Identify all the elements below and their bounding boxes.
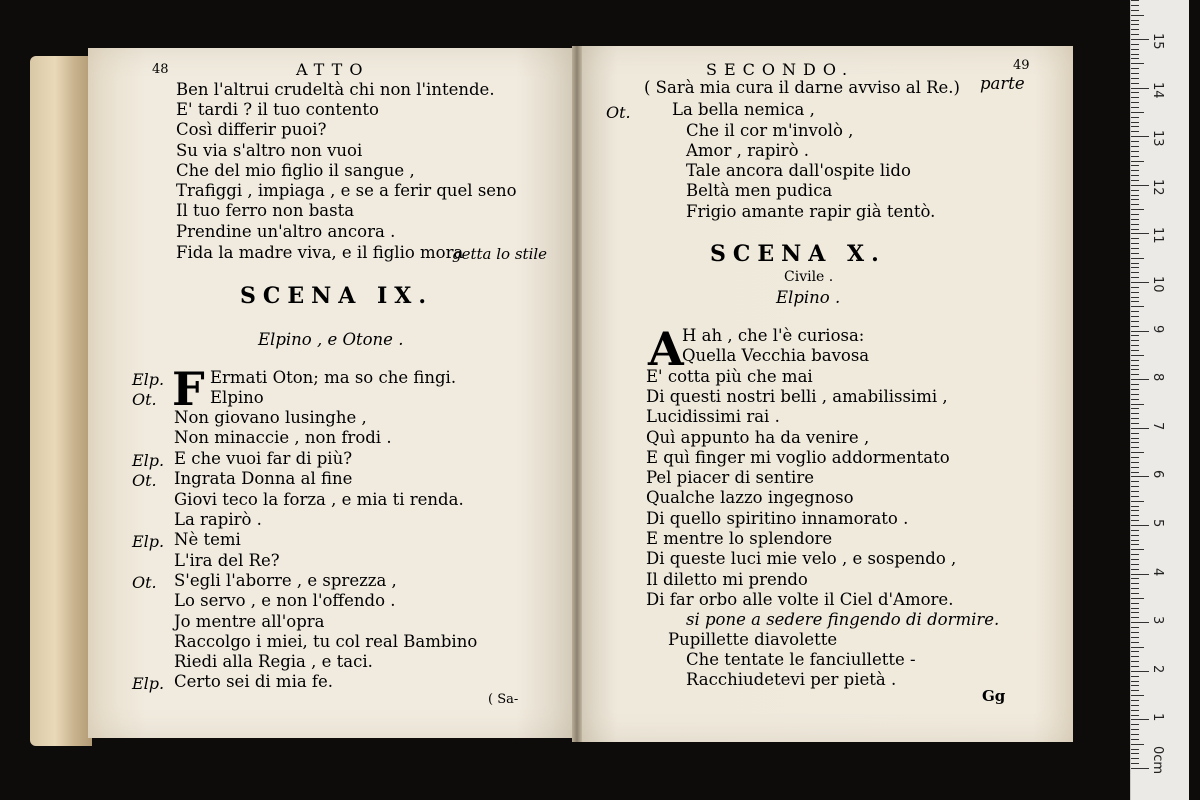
ruler-tick	[1131, 574, 1149, 575]
signature-mark: Gg	[982, 687, 1006, 705]
ruler-tick	[1131, 107, 1139, 108]
verse-line: Che il cor m'involò ,	[686, 121, 854, 140]
ruler-tick	[1131, 44, 1139, 45]
ruler-tick	[1131, 5, 1139, 6]
ruler-tick	[1131, 136, 1149, 137]
ruler-tick	[1131, 49, 1139, 50]
ruler-tick	[1131, 685, 1139, 686]
ruler-tick	[1131, 715, 1139, 716]
ruler-tick	[1131, 175, 1139, 176]
ruler-tick	[1131, 496, 1139, 497]
monologue-line: Quì appunto ha da venire ,	[646, 427, 870, 447]
ruler-tick	[1131, 243, 1139, 244]
ruler-tick	[1131, 39, 1149, 40]
ruler-tick	[1131, 365, 1139, 366]
ruler-tick	[1131, 195, 1139, 196]
monologue-line: Quella Vecchia bavosa	[682, 346, 870, 366]
book-gutter	[572, 46, 582, 742]
ruler-tick	[1131, 442, 1139, 443]
ruler-tick	[1131, 20, 1139, 21]
ruler-tick	[1131, 540, 1139, 541]
ruler-tick	[1131, 467, 1139, 468]
verse-line: Prendine un'altro ancora .	[176, 222, 396, 241]
monologue-line: H ah , che l'è curiosa:	[682, 326, 865, 345]
ruler-tick	[1131, 238, 1139, 239]
speaker-label: Elp.	[132, 674, 165, 693]
ruler-tick	[1131, 331, 1149, 332]
ruler-tick	[1131, 583, 1139, 584]
ruler-tick	[1131, 15, 1144, 16]
ruler-label: 6	[1150, 470, 1165, 479]
ruler-tick	[1131, 656, 1139, 657]
ruler-tick	[1131, 345, 1139, 346]
ruler-tick	[1131, 389, 1139, 390]
ruler-tick	[1131, 491, 1139, 492]
ruler-label: 14	[1150, 81, 1165, 99]
ruler-tick	[1131, 749, 1139, 750]
monologue-line: E quì finger mi voglio addormentato	[646, 447, 950, 467]
catchword: ( Sa-	[488, 692, 519, 707]
dialogue-line: Non minaccie , non frodi .	[174, 428, 392, 447]
ruler-label: 0cm	[1150, 746, 1165, 775]
ruler-tick	[1131, 651, 1139, 652]
ruler-tick	[1131, 24, 1139, 25]
ruler-tick	[1131, 763, 1139, 764]
monologue-line: Di queste luci mie velo , e sospendo ,	[646, 549, 957, 569]
ruler-tick	[1131, 418, 1139, 419]
ruler-tick	[1131, 428, 1149, 429]
ruler-tick	[1131, 54, 1139, 55]
ruler-tick	[1131, 549, 1144, 550]
dialogue-line: Ingrata Donna al fine	[174, 469, 353, 488]
ruler-tick	[1131, 510, 1139, 511]
dialogue-line: Ermati Oton; ma so che fingi.	[210, 368, 457, 387]
ruler-tick	[1131, 413, 1139, 414]
dialogue-line: E che vuoi far di più?	[174, 449, 353, 468]
ruler-tick	[1131, 29, 1139, 30]
dialogue-line: La rapirò .	[174, 510, 262, 529]
ruler-tick	[1131, 578, 1139, 579]
drop-capital: A	[648, 322, 684, 376]
speaker-label: Ot.	[606, 103, 631, 122]
speaker-label: Ot.	[132, 471, 157, 490]
ruler-tick	[1131, 219, 1139, 220]
ruler-tick	[1131, 83, 1139, 84]
verse-line: Fida la madre viva, e il figlio mora	[176, 243, 464, 262]
ruler-tick	[1131, 559, 1139, 560]
ruler-tick	[1131, 603, 1139, 604]
dialogue-line: Non giovano lusinghe ,	[174, 408, 367, 427]
dialogue-line: Giovi teco la forza , e mia ti renda.	[174, 490, 464, 509]
ruler-tick	[1131, 744, 1144, 745]
ruler-tick	[1131, 224, 1139, 225]
monologue-line: Qualche lazzo ingegnoso	[646, 488, 854, 508]
ruler-tick	[1131, 131, 1139, 132]
ruler-tick	[1131, 588, 1139, 589]
ruler-label: 13	[1150, 130, 1165, 147]
ruler-tick	[1131, 277, 1139, 278]
ruler-tick	[1131, 146, 1139, 147]
ruler-tick	[1131, 472, 1139, 473]
stage-direction: getta lo stile	[452, 245, 548, 263]
ruler-tick	[1131, 170, 1139, 171]
ruler-tick	[1131, 438, 1139, 439]
dialogue-line: L'ira del Re?	[174, 551, 280, 570]
ruler-tick	[1131, 506, 1139, 507]
ruler-tick	[1131, 68, 1139, 69]
dialogue-line: S'egli l'aborre , e sprezza ,	[174, 571, 397, 590]
ruler-tick	[1131, 535, 1139, 536]
ruler-tick	[1131, 369, 1139, 370]
ruler-tick	[1131, 321, 1139, 322]
verse-line: ( Sarà mia cura il darne avviso al Re.)	[644, 78, 960, 97]
ruler-label: 7	[1150, 421, 1165, 431]
ruler-tick	[1131, 311, 1139, 312]
monologue-line: Il diletto mi prendo	[646, 569, 808, 589]
ruler-tick	[1131, 117, 1139, 118]
ruler-tick	[1131, 126, 1139, 127]
monologue-line: Di quello spiritino innamorato .	[646, 508, 909, 528]
ruler-tick	[1131, 384, 1139, 385]
ruler-tick	[1131, 642, 1139, 643]
ruler-label: 12	[1150, 178, 1165, 196]
ruler-tick	[1131, 739, 1139, 740]
ruler-tick	[1131, 632, 1139, 633]
ruler-tick	[1131, 433, 1139, 434]
ruler-tick	[1131, 617, 1139, 618]
ruler-label: 8	[1150, 373, 1165, 382]
dialogue-line: Lo servo , e non l'offendo .	[174, 591, 396, 610]
ruler-tick	[1131, 481, 1139, 482]
monologue-line: Pel piacer di sentire	[646, 468, 814, 488]
ruler-tick	[1131, 267, 1139, 268]
ruler-tick	[1131, 530, 1139, 531]
ruler-tick	[1131, 287, 1139, 288]
dialogue-line: Riedi alla Regia , e taci.	[174, 652, 373, 671]
ruler-tick	[1131, 408, 1139, 409]
ruler-tick	[1131, 608, 1139, 609]
ruler-tick	[1131, 447, 1139, 448]
ruler-tick	[1131, 233, 1149, 234]
ruler-tick	[1131, 0, 1139, 1]
ruler-tick	[1131, 292, 1139, 293]
ruler-tick	[1131, 520, 1139, 521]
verse-line: E' tardi ? il tuo contento	[176, 100, 379, 119]
ruler-tick	[1131, 78, 1139, 79]
ruler-label: 1	[1150, 713, 1165, 722]
ruler-tick	[1131, 627, 1139, 628]
scene-title: SCENA IX.	[240, 283, 434, 309]
ruler-tick	[1131, 647, 1144, 648]
verse-line: Ben l'altrui crudeltà chi non l'intende.	[176, 80, 495, 99]
right-page-number: 49	[1013, 58, 1030, 73]
ruler-tick	[1131, 758, 1139, 759]
ruler-tick	[1131, 316, 1139, 317]
ruler-tick	[1131, 34, 1139, 35]
verse-line: Il tuo ferro non basta	[176, 201, 355, 220]
drop-capital: F	[172, 362, 205, 416]
ruler-tick	[1131, 379, 1149, 380]
dialogue-line: Certo sei di mia fe.	[174, 672, 334, 691]
ruler-tick	[1131, 58, 1139, 59]
ruler-tick	[1131, 263, 1139, 264]
ruler-tick	[1131, 165, 1139, 166]
ruler-tick	[1131, 593, 1139, 594]
ruler-tick	[1131, 253, 1139, 254]
right-running-header: SECONDO.	[706, 60, 855, 79]
ruler-tick	[1131, 122, 1139, 123]
ruler-label: 15	[1150, 33, 1165, 50]
ruler-tick	[1131, 404, 1144, 405]
ruler-tick	[1131, 452, 1144, 453]
ruler-tick	[1131, 525, 1149, 526]
ruler-tick	[1131, 554, 1139, 555]
measurement-ruler	[1130, 0, 1189, 800]
ruler-label: 9	[1150, 324, 1165, 333]
ruler-label: 10	[1150, 276, 1165, 293]
ruler-tick	[1131, 209, 1144, 210]
ruler-tick	[1131, 350, 1139, 351]
page-edges-left	[30, 56, 92, 746]
song-line: Pupillette diavolette	[668, 630, 838, 649]
ruler-tick	[1131, 180, 1139, 181]
ruler-tick	[1131, 612, 1139, 613]
dialogue-line: Raccolgo i miei, tu col real Bambino	[174, 632, 478, 651]
ruler-tick	[1131, 768, 1149, 769]
ruler-tick	[1131, 676, 1139, 677]
ruler-tick	[1131, 199, 1139, 200]
monologue-line: E' cotta più che mai	[646, 366, 813, 386]
ruler-tick	[1131, 102, 1139, 103]
ruler-tick	[1131, 204, 1139, 205]
speaker-label: Ot.	[132, 573, 157, 592]
ruler-tick	[1131, 156, 1139, 157]
ruler-tick	[1131, 301, 1139, 302]
verse-line: Tale ancora dall'ospite lido	[686, 161, 911, 180]
dialogue-line: Elpino	[210, 388, 264, 407]
scene-title: SCENA X.	[710, 241, 886, 267]
ruler-tick	[1131, 476, 1149, 477]
ruler-label: 5	[1150, 519, 1165, 528]
ruler-tick	[1131, 753, 1139, 754]
ruler-tick	[1131, 355, 1144, 356]
ruler-tick	[1131, 394, 1139, 395]
ruler-tick	[1131, 622, 1149, 623]
ruler-tick	[1131, 161, 1144, 162]
dialogue-line: Nè temi	[174, 530, 241, 549]
ruler-tick	[1131, 73, 1139, 74]
ruler-tick	[1131, 63, 1144, 64]
ruler-tick	[1131, 734, 1139, 735]
left-running-header: ATTO	[296, 60, 370, 79]
ruler-tick	[1131, 335, 1139, 336]
verse-line: Beltà men pudica	[686, 181, 833, 200]
ruler-tick	[1131, 710, 1139, 711]
ruler-tick	[1131, 190, 1139, 191]
scene-characters: Elpino , e Otone .	[258, 330, 404, 349]
speaker-label: Ot.	[132, 390, 157, 409]
verse-line: Amor , rapirò .	[686, 141, 809, 160]
ruler-tick	[1131, 724, 1139, 725]
ruler-tick	[1131, 661, 1139, 662]
ruler-tick	[1131, 112, 1144, 113]
ruler-tick	[1131, 671, 1149, 672]
ruler-tick	[1131, 515, 1139, 516]
ruler-tick	[1131, 214, 1139, 215]
ruler-tick	[1131, 399, 1139, 400]
song-line: Racchiudetevi per pietà .	[686, 670, 897, 689]
speaker-label: Elp.	[132, 451, 165, 470]
verse-line: Trafiggi , impiaga , e se a ferir quel seno	[176, 181, 517, 200]
ruler-tick	[1131, 141, 1139, 142]
ruler-tick	[1131, 185, 1149, 186]
stage-direction: parte	[980, 74, 1025, 93]
ruler-tick	[1131, 258, 1144, 259]
ruler-tick	[1131, 92, 1139, 93]
ruler-tick	[1131, 151, 1139, 152]
ruler-tick	[1131, 569, 1139, 570]
dialogue-line: Jo mentre all'opra	[174, 612, 325, 631]
ruler-tick	[1131, 423, 1139, 424]
monologue-line: Di far orbo alle volte il Ciel d'Amore.	[646, 589, 954, 609]
ruler-tick	[1131, 374, 1139, 375]
ruler-tick	[1131, 637, 1139, 638]
ruler-label: 3	[1150, 616, 1165, 625]
ruler-tick	[1131, 360, 1139, 361]
verse-line: Frigio amante rapir già tentò.	[686, 202, 936, 221]
speaker-label: Elp.	[132, 532, 165, 551]
ruler-tick	[1131, 282, 1149, 283]
ruler-tick	[1131, 501, 1144, 502]
ruler-tick	[1131, 229, 1139, 230]
ruler-tick	[1131, 306, 1144, 307]
ruler-tick	[1131, 340, 1139, 341]
ruler-tick	[1131, 462, 1139, 463]
ruler-tick	[1131, 564, 1139, 565]
ruler-tick	[1131, 544, 1139, 545]
ruler-tick	[1131, 690, 1139, 691]
ruler-tick	[1131, 326, 1139, 327]
ruler-label: 4	[1150, 567, 1165, 576]
ruler-tick	[1131, 297, 1139, 298]
ruler-tick	[1131, 97, 1139, 98]
ruler-label: 2	[1150, 664, 1165, 674]
left-page-number: 48	[152, 62, 169, 77]
ruler-tick	[1131, 88, 1149, 89]
song-line: Che tentate le fanciullette -	[686, 650, 916, 669]
ruler-tick	[1131, 695, 1144, 696]
ruler-tick	[1131, 729, 1139, 730]
monologue-line: Lucidissimi rai .	[646, 407, 780, 427]
ruler-tick	[1131, 10, 1139, 11]
scene-character: Elpino .	[776, 288, 841, 307]
ruler-tick	[1131, 272, 1139, 273]
monologue-line: E mentre lo splendore	[646, 529, 833, 548]
verse-line: Così differir puoi?	[176, 120, 327, 139]
ruler-tick	[1131, 486, 1139, 487]
ruler-tick	[1131, 681, 1139, 682]
verse-line: La bella nemica ,	[672, 100, 815, 119]
ruler-tick	[1131, 248, 1139, 249]
ruler-tick	[1131, 598, 1144, 599]
ruler-tick	[1131, 719, 1149, 720]
ruler-tick	[1131, 700, 1139, 701]
verse-line: Che del mio figlio il sangue ,	[176, 161, 415, 180]
ruler-tick	[1131, 705, 1139, 706]
monologue-line: Di questi nostri belli , amabilissimi ,	[646, 386, 948, 406]
scene-setting: Civile .	[784, 269, 834, 285]
ruler-tick	[1131, 457, 1139, 458]
verse-line: Su via s'altro non vuoi	[176, 141, 363, 160]
speaker-label: Elp.	[132, 370, 165, 389]
ruler-tick	[1131, 666, 1139, 667]
ruler-label: 11	[1150, 227, 1165, 244]
stage-direction: si pone a sedere fingendo di dormire.	[686, 610, 1000, 629]
